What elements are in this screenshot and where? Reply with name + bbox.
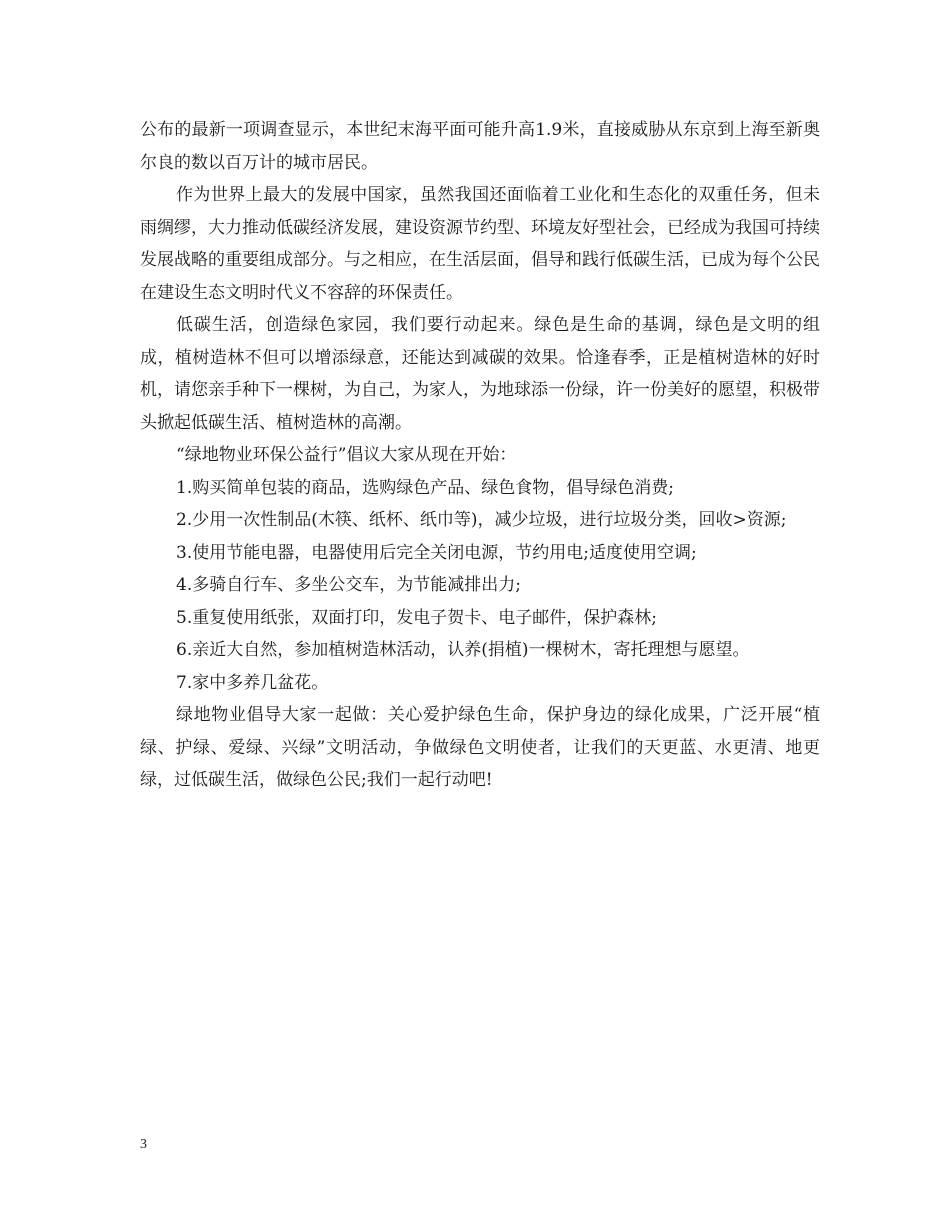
list-item-5: 5.重复使用纸张，双面打印，发电子贺卡、电子邮件，保护森林;: [176, 607, 657, 628]
paragraph-low-carbon-life: 低碳生活，创造绿色家园，我们要行动起来。绿色是生命的基调，绿色是文明的组成，植树造林不但可以增添绿意，还能达到减碳的效果。恰逢春季，正是植树造林的好时机，请您亲手种下一棵树，为自己，为家人，为地球添一份绿，许一份美好的愿望，积极带头掀起低碳生活、植树造林的高潮。: [140, 315, 820, 433]
page-number: 3: [140, 1137, 147, 1152]
list-item-1: 1.购买简单包装的商品，选购绿色产品、绿色食物，倡导绿色消费;: [176, 477, 674, 498]
list-item-4: 4.多骑自行车、多坐公交车，为节能减排出力;: [176, 575, 521, 595]
paragraph-closing: 绿地物业倡导大家一起做：关心爱护绿色生命，保护身边的绿化成果，广泛开展“植绿、护绿、爱绿、兴绿”文明活动，争做绿色文明使者，让我们的天更蓝、水更清、地更绿，过低碳生活，做绿色公民;我们一起行动吧!: [140, 705, 820, 790]
paragraph-initiative-intro: “绿地物业环保公益行”倡议大家从现在开始：: [176, 445, 517, 465]
list-item-2: 2.少用一次性制品(木筷、纸杯、纸巾等)，减少垃圾，进行垃圾分类，回收>资源;: [176, 510, 787, 530]
list-item-3: 3.使用节能电器，电器使用后完全关闭电源，节约用电;适度使用空调;: [176, 542, 697, 563]
document-body: [140, 114, 820, 797]
paragraph-development: 作为世界上最大的发展中国家，虽然我国还面临着工业化和生态化的双重任务，但未雨绸缪，大力推动低碳经济发展，建设资源节约型、环境友好型社会，已经成为我国可持续发展战略的重要组成部分。与之相应，在生活层面，倡导和践行低碳生活，已成为每个公民在建设生态文明时代义不容辞的环保责任。: [140, 185, 820, 303]
list-item-7: 7.家中多养几盆花。: [176, 672, 329, 693]
paragraph-sea-level: 公布的最新一项调查显示，本世纪末海平面可能升高1.9米，直接威胁从东京到上海至新奥尔良的数以百万计的城市居民。: [140, 120, 820, 173]
list-item-6: 6.亲近大自然，参加植树造林活动，认养(捐植)一棵树木，寄托理想与愿望。: [176, 640, 750, 660]
